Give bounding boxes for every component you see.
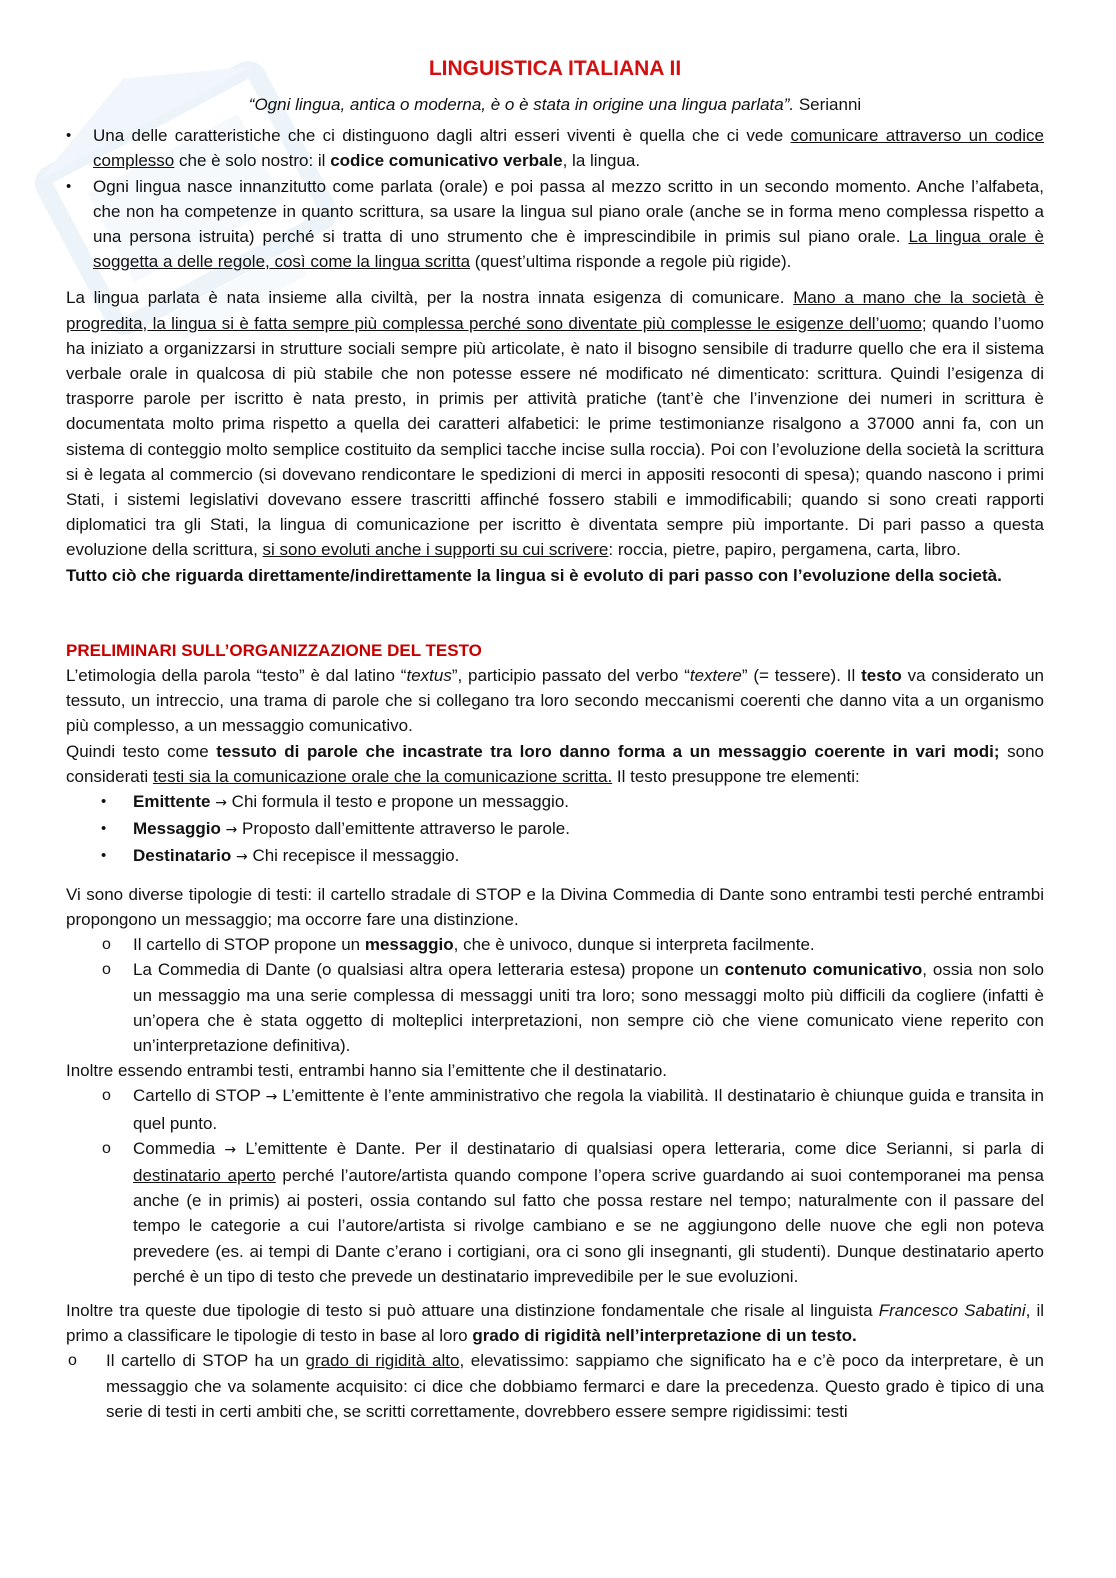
- quote-author: Serianni: [798, 95, 862, 114]
- arrow-right-icon: →: [265, 1089, 278, 1106]
- list-item: o Cartello di STOP → L’emittente è l’ente amministrativo che regola la viabilità. Il destinatario è chiunque guida e transita in quel punto.: [66, 1083, 1044, 1135]
- list-item: • Destinatario → Chi recepisce il messaggio.: [66, 843, 1044, 870]
- list-item: • Una delle caratteristiche che ci distinguono dagli altri esseri viventi è quella che ci vede comunicare attraverso un codice complesso che è solo nostro: il codice comunicativo verbale, la lingua.: [66, 123, 1044, 173]
- roles-list: [66, 1083, 1044, 1289]
- paragraph-moreover: Inoltre essendo entrambi testi, entrambi hanno sia l’emittente che il destinatario.: [66, 1061, 667, 1081]
- arrow-right-icon: →: [225, 822, 238, 839]
- types-list: [66, 932, 1044, 1058]
- list-item: o La Commedia di Dante (o qualsiasi altra opera letteraria estesa) propone un contenuto comunicativo, ossia non solo un messaggio ma una serie complessa di messaggi uniti tra loro; sono messaggi molto più difficili da cogliere (infatti è un’opera che è stata oggetto di molteplici interpretazioni, non sempre ciò che viene comunicato viene reperito con un’interpretazione definitiva).: [66, 957, 1044, 1058]
- list-item: • Messaggio → Proposto dall’emittente attraverso le parole.: [66, 816, 1044, 843]
- list-item: • Ogni lingua nasce innanzitutto come parlata (orale) e poi passa al mezzo scritto in un secondo momento. Anche l’alfabeta, che non ha competenze in quanto scrittura, sa usare la lingua sul piano orale (anche se in forma meno complessa rispetto a una persona istruita) perché si tratta di uno strumento che è imprescindibile in primis sul piano orale. La lingua orale è soggetta a delle regole, così come la lingua scritta (quest’ultima risponde a regole più rigide).: [66, 174, 1044, 275]
- section-heading: PRELIMINARI SULL’ORGANIZZAZIONE DEL TESTO: [66, 640, 482, 660]
- paragraph-spoken-language: La lingua parlata è nata insieme alla civiltà, per la nostra innata esigenza di comunicare. Mano a mano che la società è progredita, la lingua si è fatta sempre più complessa perché sono diventate più complesse le esigenze dell’uomo; quando l’uomo ha iniziato a organizzarsi in strutture sociali sempre più articolate, è nato il bisogno sensibile di tradurre quello che era il sistema verbale orale in qualcosa di più stabile che non potesse essere né modificato né dimenticato: scrittura. Quindi l’esigenza di trasporre parole per iscritto è nata presto, in primis per attività pratiche (tant’è che l’invenzione dei numeri in scrittura è documentata molto prima rispetto a quella dei caratteri alfabetici: le prime testimonianze risalgono a 37000 anni fa, con un sistema di conteggio molto semplice costituito da semplici tacche incise sulla roccia). Poi con l’evoluzione della società la scrittura si è legata al commercio (si dovevano rendicontare le spedizioni di merci in appositi resoconti di spesa); quando nascono i primi Stati, i sistemi legislativi dovevano essere trascritti affinché fossero stabili e immodificabili; quando si sono creati rapporti diplomatici tra gli Stati, la lingua di comunicazione per iscritto è diventata sempre più importante. Di pari passo a questa evoluzione della scrittura, si sono evoluti anche i supporti su cui scrivere: roccia, pietre, papiro, pergamena, carta, libro.: [66, 288, 1044, 560]
- opening-quote: [66, 92, 1044, 117]
- list-item: o Il cartello di STOP propone un messaggio, che è univoco, dunque si interpreta facilmente.: [66, 932, 1044, 957]
- paragraph-text-types: Vi sono diverse tipologie di testi: il cartello stradale di STOP e la Divina Commedia di Dante sono entrambi testi perché entrambi propongono un messaggio; ma occorre fare una distinzione.: [66, 884, 1044, 929]
- arrow-right-icon: →: [235, 849, 248, 866]
- quote-text: “Ogni lingua, antica o moderna, è o è stata in origine una lingua parlata”.: [248, 95, 795, 114]
- intro-bullet-list: [66, 123, 1044, 274]
- page-title: LINGUISTICA ITALIANA II: [428, 57, 682, 80]
- elements-list: [66, 789, 1044, 871]
- list-item: o Il cartello di STOP ha un grado di rigidità alto, elevatissimo: sappiamo che significato ha e c’è poco da interpretare, è un messaggio che va solamente acquisito: ci dice che dobbiamo fermarci e dare la precedenza. Questo grado è tipico di una serie di testi in certi ambiti che, se scritti correttamente, dovrebbero essere sempre rigidissimi: testi: [66, 1348, 1044, 1424]
- arrow-right-icon: →: [224, 1141, 237, 1158]
- rigidity-list: [66, 1348, 1044, 1424]
- paragraph-etymology: L’etimologia della parola “testo” è dal latino “textus”, participio passato del verbo “textere” (= tessere). Il testo va considerato un tessuto, un intreccio, una trama di parole che si collegano tra loro secondo meccanismi coerenti che danno vita a un organismo più complesso, a un messaggio comunicativo.: [66, 666, 1045, 736]
- list-item: • Emittente → Chi formula il testo e propone un messaggio.: [66, 789, 1044, 816]
- paragraph-conclusion: Tutto ciò che riguarda direttamente/indirettamente la lingua si è evoluto di pari passo con l’evoluzione della società.: [66, 565, 1002, 585]
- list-item: o Commedia → L’emittente è Dante. Per il destinatario di qualsiasi opera letteraria, come dice Serianni, si parla di destinatario aperto perché l’autore/artista quando compone l’opera scrive guardando ai suoi contemporanei ma pensa anche (e in primis) ai posteri, ossia contando sul fatto che possa restare nel tempo; naturalmente con il passare del tempo le categorie a cui l’autore/artista si rivolge cambiano e se ne aggiungono delle nuove che egli non poteva prevedere (es. ai tempi di Dante c’erano i cortigiani, ora ci sono gli insegnanti, gli studenti). Dunque destinatario aperto perché è un tipo di testo che prevede un destinatario imprevedibile per le sue evoluzioni.: [66, 1136, 1044, 1289]
- paragraph-sabatini: Inoltre tra queste due tipologie di testo si può attuare una distinzione fondamentale che risale al linguista Francesco Sabatini, il primo a classificare le tipologie di testo in base al loro grado di rigidità nell’interpretazione di un testo.: [66, 1300, 1044, 1346]
- document-page: [66, 54, 1044, 1424]
- paragraph-definition: Quindi testo come tessuto di parole che incastrate tra loro danno forma a un messaggio coerente in vari modi; sono considerati testi sia la comunicazione orale che la comunicazione scritta. Il testo presuppone tre elementi:: [66, 741, 1044, 786]
- arrow-right-icon: →: [215, 795, 227, 812]
